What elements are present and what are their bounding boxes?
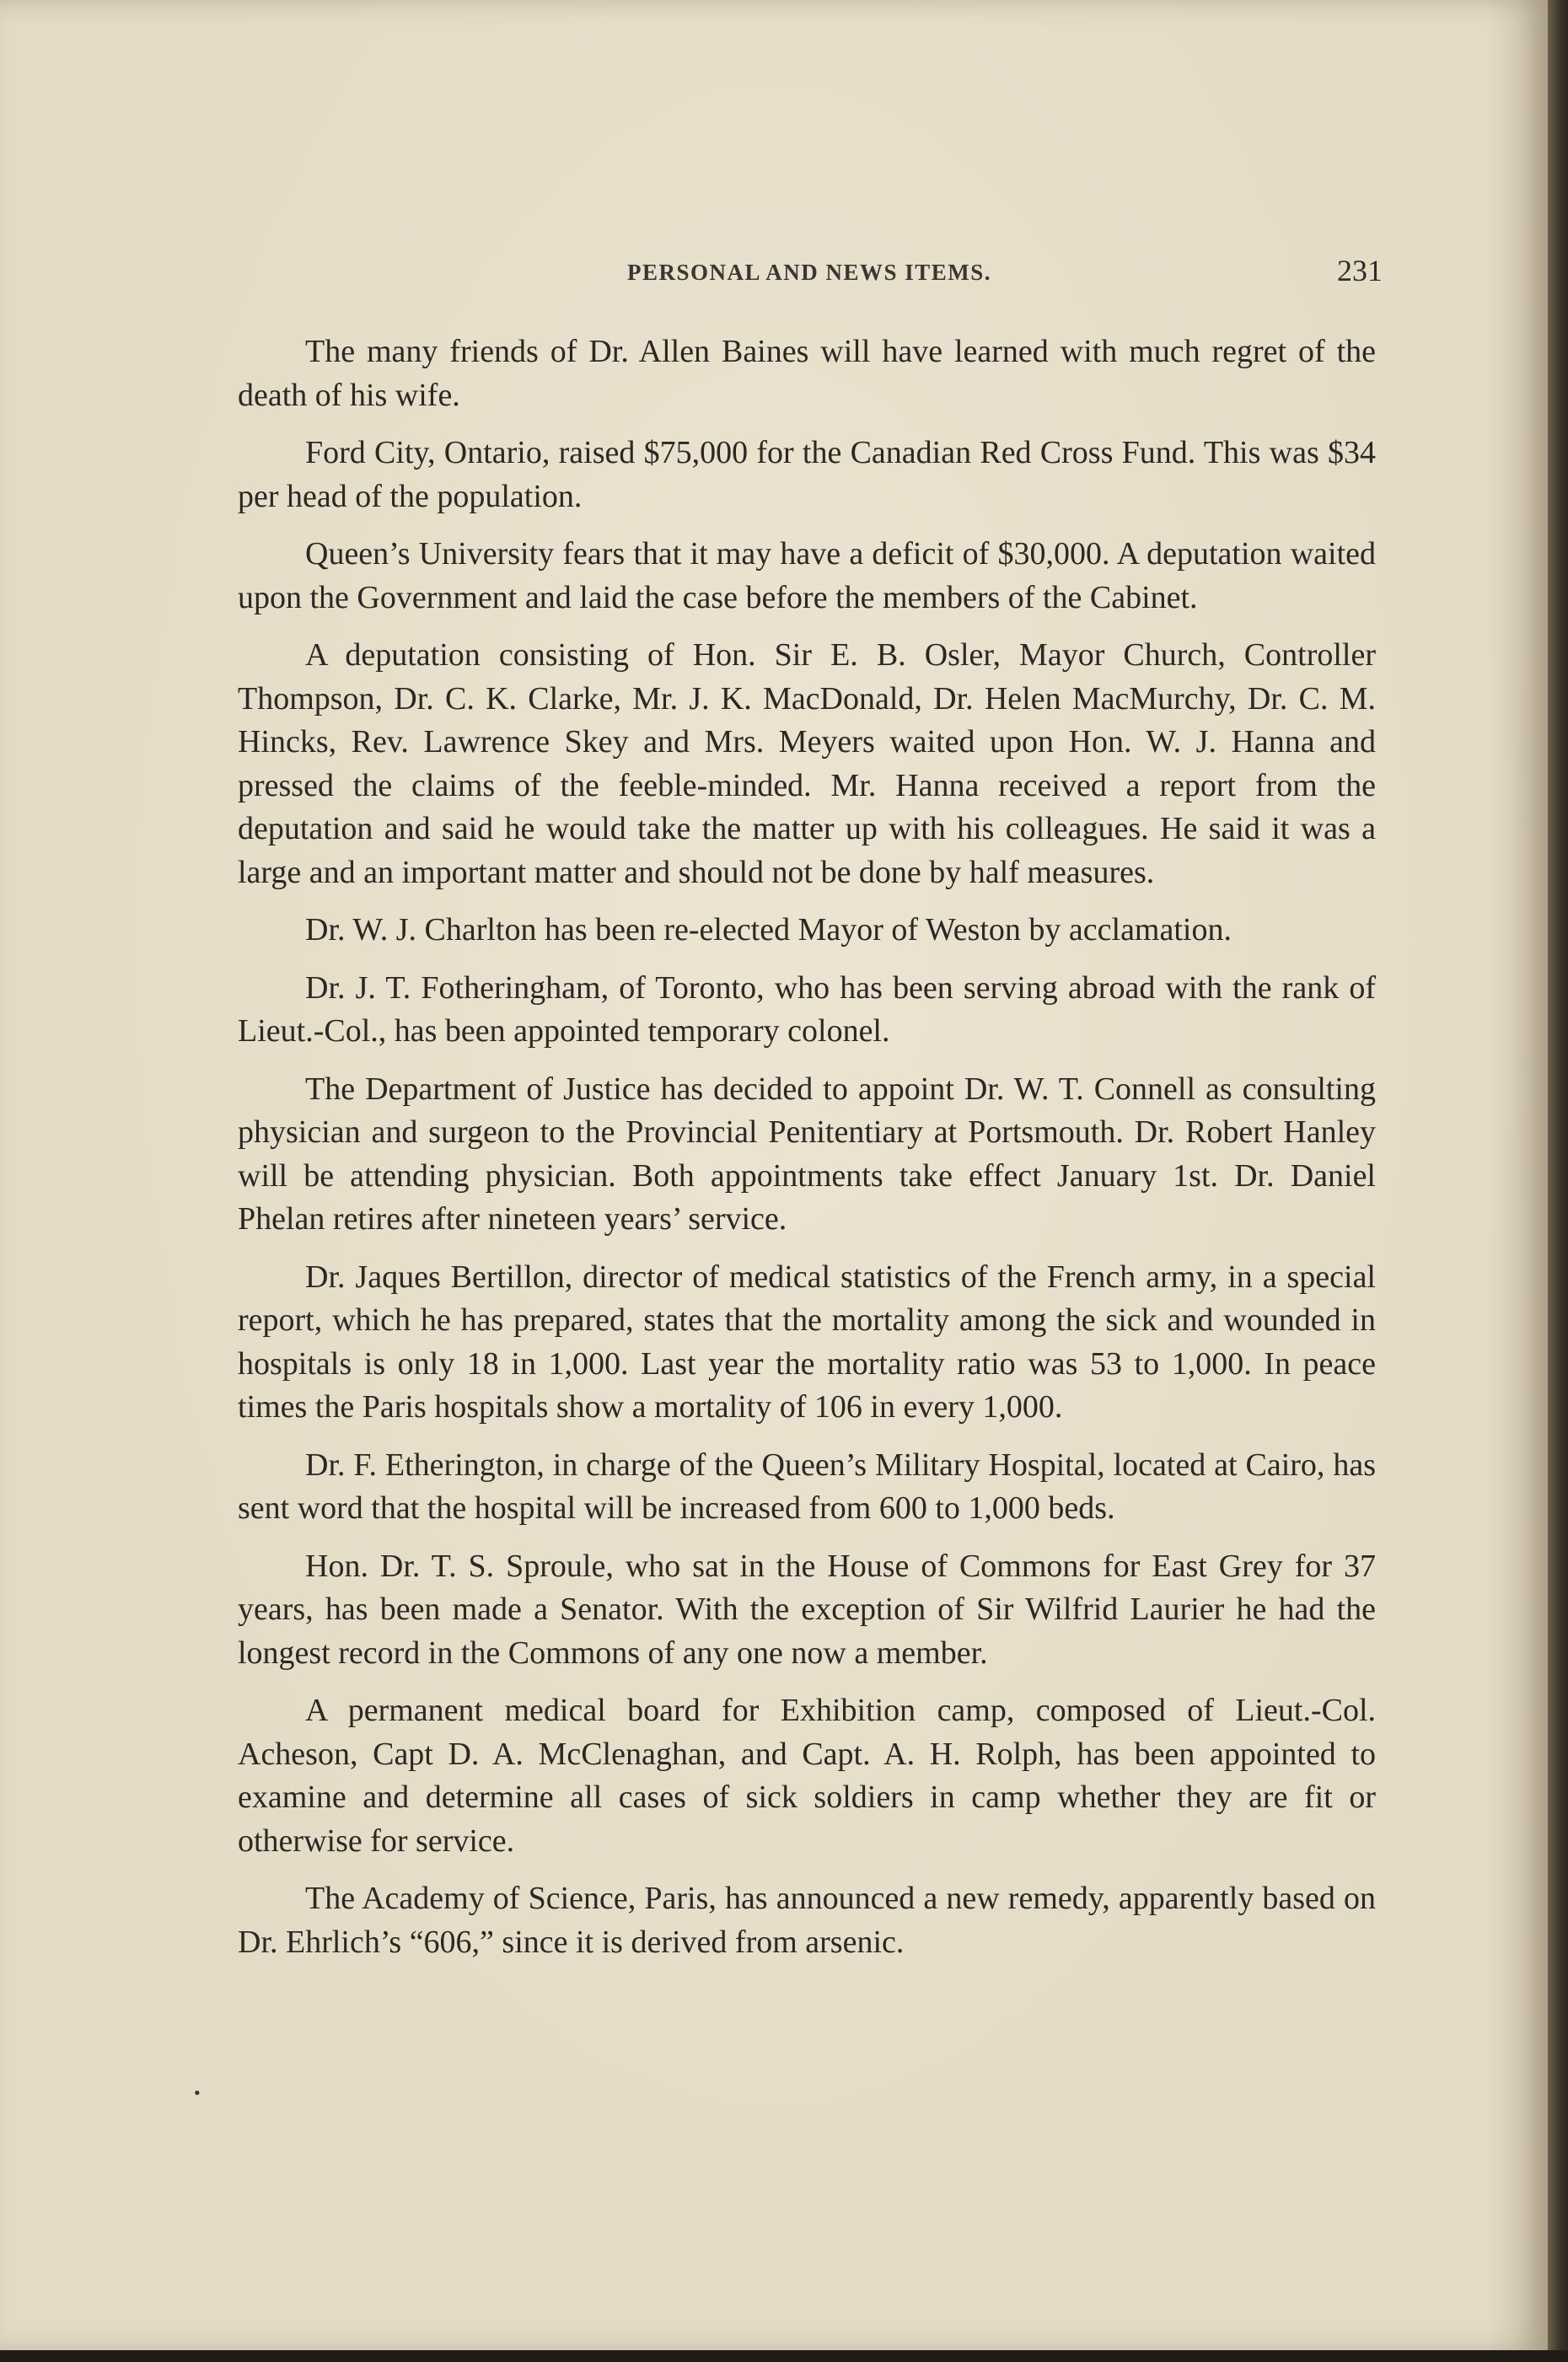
- page-edge-shadow: [1548, 0, 1568, 2362]
- news-item-etherington: Dr. F. Etherington, in charge of the Queen’s Military Hospital, located at Cairo, has sent word that the hospital will be increased from 600 to 1,000 beds.: [238, 1447, 1376, 1526]
- page-number: 231: [1337, 254, 1383, 287]
- margin-bullet-mark: •: [194, 2082, 201, 2103]
- news-item-bertillon: Dr. Jaques Bertillon, director of medical statistics of the French army, in a special report, which he has prepared, states that the mortality among the sick and wounded in hospitals is only 18 in 1,000. Last year the mortality ratio was 53 to 1,000. In peace times the Paris hospitals show a mortality of 106 in every 1,000.: [238, 1259, 1376, 1425]
- news-item-fotheringham: Dr. J. T. Fotheringham, of Toronto, who has been serving abroad with the rank of Lieut.-Col., has been appointed temporary colonel.: [238, 969, 1376, 1049]
- news-item-academy-of-science: The Academy of Science, Paris, has announced a new remedy, apparently based on Dr. Ehrlich’s “606,” since it is derived from arsenic.: [238, 1881, 1376, 1960]
- news-item-queens-university: Queen’s University fears that it may have a deficit of $30,000. A deputation waited upon the Government and laid the case before the members of the Cabinet.: [238, 536, 1376, 615]
- page-header: [236, 253, 1383, 303]
- running-title: PERSONAL AND NEWS ITEMS.: [626, 260, 992, 285]
- news-item-deputation: A deputation consisting of Hon. Sir E. B. Osler, Mayor Church, Controller Thompson, Dr. C. K. Clarke, Mr. J. K. MacDonald, Dr. Helen MacMurchy, Dr. C. M. Hincks, Rev. Lawrence Skey and Mrs. Meyers waited upon Hon. W. J. Hanna and pressed the claims of the feeble-minded. Mr. Hanna received a report from the deputation and said he would take the matter up with his colleagues. He said it was a large and an important matter and should not be done by half measures.: [238, 637, 1376, 890]
- news-item-department-of-justice: The Department of Justice has decided to appoint Dr. W. T. Connell as consulting physician and surgeon to the Provincial Penitentiary at Portsmouth. Dr. Robert Hanley will be attending physician. Both appointments take effect January 1st. Dr. Daniel Phelan retires after nineteen years’ service.: [238, 1071, 1376, 1237]
- body-text: [238, 330, 1376, 1978]
- page-bottom-shadow: [0, 2350, 1568, 2362]
- news-item-medical-board: A permanent medical board for Exhibition camp, composed of Lieut.-Col. Acheson, Capt D. A. McClenaghan, and Capt. A. H. Rolph, has been appointed to examine and determine all cases of sick soldiers in camp whether they are fit or otherwise for service.: [238, 1693, 1376, 1859]
- news-item-charlton: Dr. W. J. Charlton has been re-elected Mayor of Weston by acclamation.: [305, 912, 1232, 947]
- news-item-sproule: Hon. Dr. T. S. Sproule, who sat in the House of Commons for East Grey for 37 years, has been made a Senator. With the exception of Sir Wilfrid Laurier he had the longest record in the Commons of any one now a member.: [238, 1548, 1376, 1671]
- news-item-baines: The many friends of Dr. Allen Baines will have learned with much regret of the death of his wife.: [238, 334, 1376, 413]
- news-item-ford-city: Ford City, Ontario, raised $75,000 for the Canadian Red Cross Fund. This was $34 per head of the population.: [238, 435, 1376, 514]
